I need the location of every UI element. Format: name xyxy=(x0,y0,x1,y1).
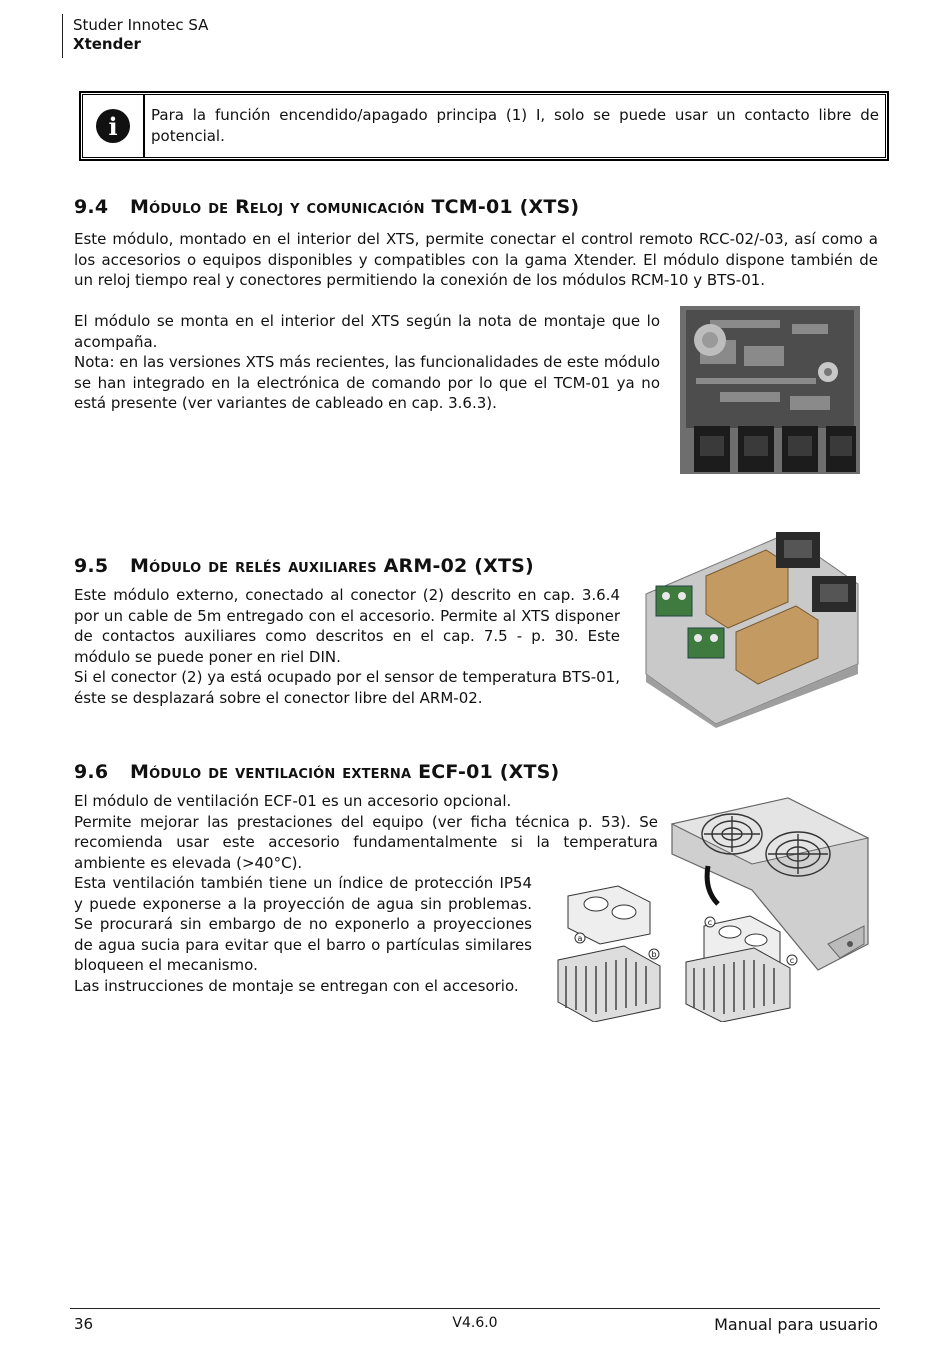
info-note-box xyxy=(80,92,888,160)
callout-label: c xyxy=(707,918,713,927)
section-title-code: TCM-01 (XTS) xyxy=(431,196,580,218)
callout-label: a xyxy=(577,934,583,943)
callout-label: c xyxy=(789,956,795,965)
document-version: V4.6.0 xyxy=(452,1315,498,1331)
section-title-text: Módulo de relés auxiliares xyxy=(130,555,377,577)
paragraph: El módulo de ventilación ECF-01 es un accesorio opcional. xyxy=(74,792,512,810)
section-number: 9.6 xyxy=(74,761,109,783)
arm-02-relay-module-image xyxy=(636,524,866,728)
section-9-4-body xyxy=(74,311,660,414)
section-title-text: Módulo de Reloj y comunicación xyxy=(130,196,425,218)
section-9-4-title xyxy=(74,196,579,218)
note-text: Para la función encendido/apagado principa (1) I, solo se puede usar un contacto libre de potencial. xyxy=(151,106,879,145)
section-9-6-body-top xyxy=(74,791,658,873)
product-name: Xtender xyxy=(73,35,141,53)
paragraph: Si el conector (2) ya está ocupado por el sensor de temperatura BTS-01, éste se desplazará sobre el conector libre del ARM-02. xyxy=(74,668,620,707)
paragraph: Permite mejorar las prestaciones del equipo (ver ficha técnica p. 53). Se recomienda usar este accesorio fundamentalmente si la temperatura ambiente es elevada (>40°C). xyxy=(74,812,658,872)
paragraph: El módulo se monta en el interior del XTS según la nota de montaje que lo acompaña. xyxy=(74,312,660,351)
manual-title: Manual para usuario xyxy=(714,1315,878,1334)
section-title-code: ARM-02 (XTS) xyxy=(383,555,534,577)
section-title-code: ECF-01 (XTS) xyxy=(418,761,560,783)
paragraph: Este módulo, montado en el interior del XTS, permite conectar el control remoto RCC-02/-03, así como a los accesorios o equipos disponibles y compatibles con la gama Xtender. El módulo dispone también de un reloj tiempo real y conectores permitiendo la conexión de los módulos RCM-10 y BTS-01. xyxy=(74,230,878,289)
paragraph: Esta ventilación también tiene un índice de protección IP54 y puede exponerse a la proyección de agua sin problemas. Se procurará sin embargo de no exponerlo a proyecciones de agua sucia para evitar que el barro o partículas similares bloqueen el mecanismo. xyxy=(74,874,532,974)
company-name: Studer Innotec SA xyxy=(73,16,209,34)
paragraph: Este módulo externo, conectado al conector (2) descrito en cap. 3.6.4 por un cable de 5m entregado con el accesorio. Permite al XTS disponer de contactos auxiliares como descritos en el cap. 7.5 - p. 30. Este módulo se puede poner en riel DIN. xyxy=(74,586,620,666)
section-9-4-intro xyxy=(74,229,878,291)
page-number: 36 xyxy=(74,1315,94,1333)
section-number: 9.5 xyxy=(74,555,109,577)
section-9-6-body-bottom xyxy=(74,873,532,996)
page-header xyxy=(62,14,208,58)
section-9-5-body xyxy=(74,585,620,708)
section-title-text: Módulo de ventilación externa xyxy=(130,761,412,783)
tcm-01-board-image xyxy=(680,306,860,474)
footer-divider xyxy=(70,1308,880,1309)
note-icon-cell xyxy=(83,95,145,157)
ecf-01-mounting-diagram xyxy=(554,882,806,1022)
section-number: 9.4 xyxy=(74,196,109,218)
info-icon: i xyxy=(96,109,130,143)
section-9-5-title xyxy=(74,555,534,577)
section-9-6-title xyxy=(74,761,559,783)
callout-label: b xyxy=(651,950,657,959)
paragraph: Nota: en las versiones XTS más recientes, las funcionalidades de este módulo se han integrado en la electrónica de comando por lo que el TCM-01 ya no está presente (ver variantes de cableado en cap. 3.6.3). xyxy=(74,353,660,412)
paragraph: Las instrucciones de montaje se entregan con el accesorio. xyxy=(74,976,519,995)
